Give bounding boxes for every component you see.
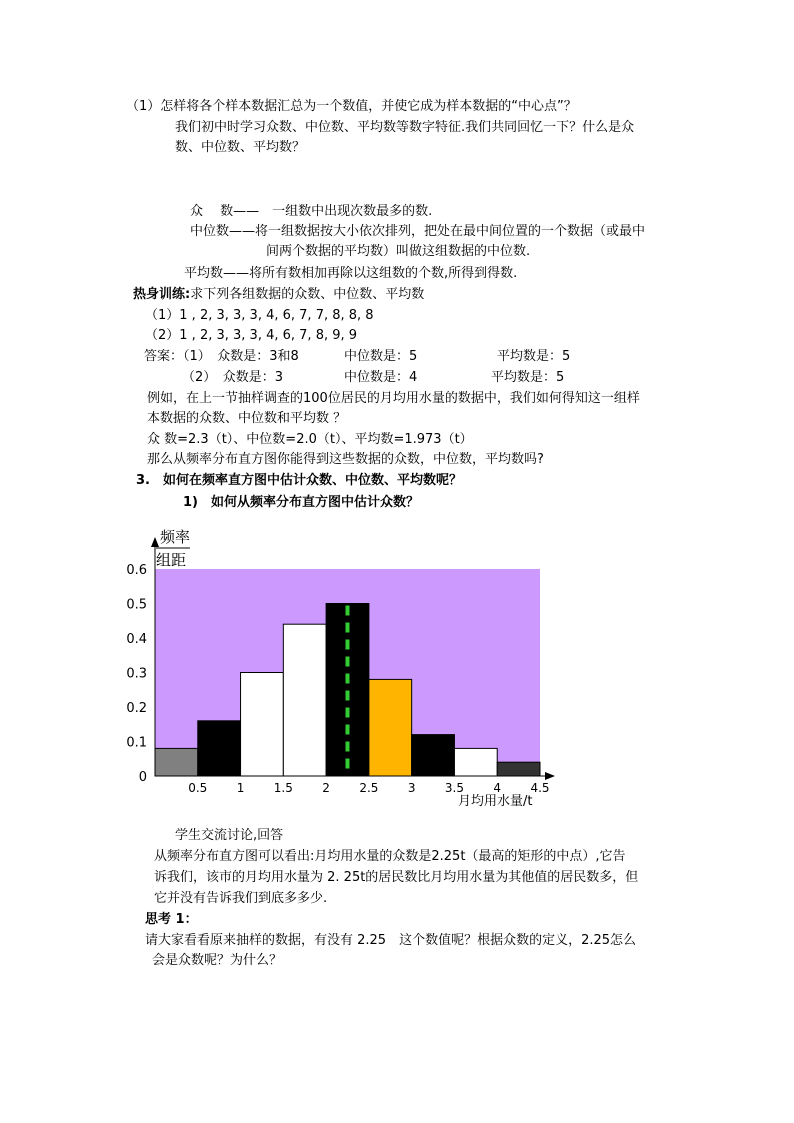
think-1-label: 思考 1： bbox=[145, 912, 198, 927]
x-axis-label: 月均用水量/t bbox=[458, 794, 533, 809]
histogram-bar bbox=[198, 721, 241, 776]
histogram-bar bbox=[497, 762, 540, 776]
answer-2-mode: （2） 众数是：3 bbox=[182, 370, 284, 385]
x-tick-label: 2 bbox=[322, 781, 330, 795]
x-tick-label: 2.5 bbox=[359, 781, 379, 795]
paragraph-recall-cont: 数、中位数、平均数？ bbox=[175, 140, 306, 155]
x-tick-label: 3 bbox=[407, 781, 416, 795]
discussion-intro: 学生交流讨论,回答 bbox=[175, 828, 284, 843]
y-tick-label: 0.2 bbox=[126, 701, 147, 716]
x-tick-label: 1 bbox=[236, 781, 245, 795]
definition-median: 中位数——将一组数据按大小依次排列，把处在最中间位置的一个数据（或最中 bbox=[190, 224, 646, 239]
question-1: （1）怎样将各个样本数据汇总为一个数值，并使它成为样本数据的“中心点”？ bbox=[126, 99, 577, 114]
section-3-subtitle: 1) 如何从频率分布直方图中估计众数？ bbox=[183, 495, 419, 510]
section-3-title: 3. 如何在频率直方图中估计众数、中位数、平均数呢？ bbox=[136, 473, 462, 488]
answer-2-median: 中位数是：4 bbox=[344, 370, 418, 385]
example-values: 众 数=2.3（t）、中位数=2.0（t）、平均数=1.973（t） bbox=[147, 432, 473, 447]
x-tick-label: 4.5 bbox=[530, 781, 550, 795]
example-question: 那么从频率分布直方图你能得到这些数据的众数，中位数，平均数吗? bbox=[147, 452, 544, 467]
think-1-question: 请大家看看原来抽样的数据，有没有 2.25 这个数值呢？根据众数的定义，2.25怎么 bbox=[145, 933, 637, 948]
data-set-1: （1）1 , 2, 3, 3, 3, 4, 6, 7, 7, 8, 8, 8 bbox=[145, 308, 374, 323]
histogram-bar bbox=[454, 748, 497, 776]
y-axis-label-bottom: 组距 bbox=[156, 551, 187, 569]
answer-2-mean: 平均数是：5 bbox=[491, 370, 565, 385]
definition-mode: 众 数—— 一组数中出现次数最多的数. bbox=[190, 204, 433, 219]
y-axis-label-top: 频率 bbox=[160, 528, 191, 546]
answer-1-mode: 答案：（1） 众数是：3和8 bbox=[144, 349, 299, 364]
histogram-bar bbox=[241, 673, 284, 777]
definition-mean: 平均数——将所有数相加再除以这组数的个数,所得到得数. bbox=[184, 266, 518, 281]
warmup-label: 热身训练: bbox=[133, 287, 191, 302]
histogram-bar bbox=[412, 735, 455, 776]
y-tick-label: 0.1 bbox=[126, 735, 147, 751]
y-tick-label: 0.3 bbox=[126, 666, 147, 682]
answer-1-mean: 平均数是：5 bbox=[497, 349, 571, 364]
x-tick-label: 4 bbox=[493, 781, 502, 795]
discussion-paragraph-end: 它并没有告诉我们到底多多少. bbox=[154, 891, 328, 906]
discussion-paragraph: 从频率分布直方图可以看出:月均用水量的众数是2.25t（最高的矩形的中点）,它告 bbox=[154, 849, 626, 864]
histogram-bar bbox=[283, 624, 326, 776]
x-tick-label: 1.5 bbox=[273, 781, 293, 795]
warmup-text: 求下列各组数据的众数、中位数、平均数 bbox=[190, 287, 425, 302]
x-tick-label: 3.5 bbox=[444, 781, 464, 795]
data-set-2: （2）1 , 2, 3, 3, 3, 4, 6, 7, 8, 9, 9 bbox=[145, 328, 358, 343]
histogram-bar bbox=[369, 679, 412, 776]
y-tick-label: 0 bbox=[138, 770, 147, 785]
answer-1-median: 中位数是：5 bbox=[344, 349, 418, 364]
example-paragraph-cont: 本数据的众数、中位数和平均数 ？ bbox=[147, 411, 347, 426]
y-tick-label: 0.5 bbox=[126, 597, 147, 613]
example-paragraph: 例如，在上一节抽样调查的100位居民的月均用水量的数据中，我们如何得知这一组样 bbox=[147, 391, 640, 406]
paragraph-recall: 我们初中时学习众数、中位数、平均数等数字特征.我们共同回忆一下？什么是众 bbox=[175, 120, 635, 135]
y-tick-label: 0.6 bbox=[126, 563, 147, 578]
definition-median-cont: 间两个数据的平均数）叫做这组数据的中位数. bbox=[266, 244, 531, 259]
x-tick-label: 0.5 bbox=[188, 781, 208, 795]
x-axis-arrow bbox=[545, 772, 555, 780]
think-1-question-cont: 会是众数呢？为什么？ bbox=[152, 953, 283, 968]
y-tick-label: 0.4 bbox=[126, 632, 147, 647]
histogram-bar bbox=[155, 748, 198, 776]
y-axis-arrow bbox=[151, 537, 159, 547]
discussion-paragraph-cont: 诉我们，该市的月均用水量为 2. 25t的居民数比月均用水量为其他值的居民数多，但 bbox=[154, 870, 639, 885]
